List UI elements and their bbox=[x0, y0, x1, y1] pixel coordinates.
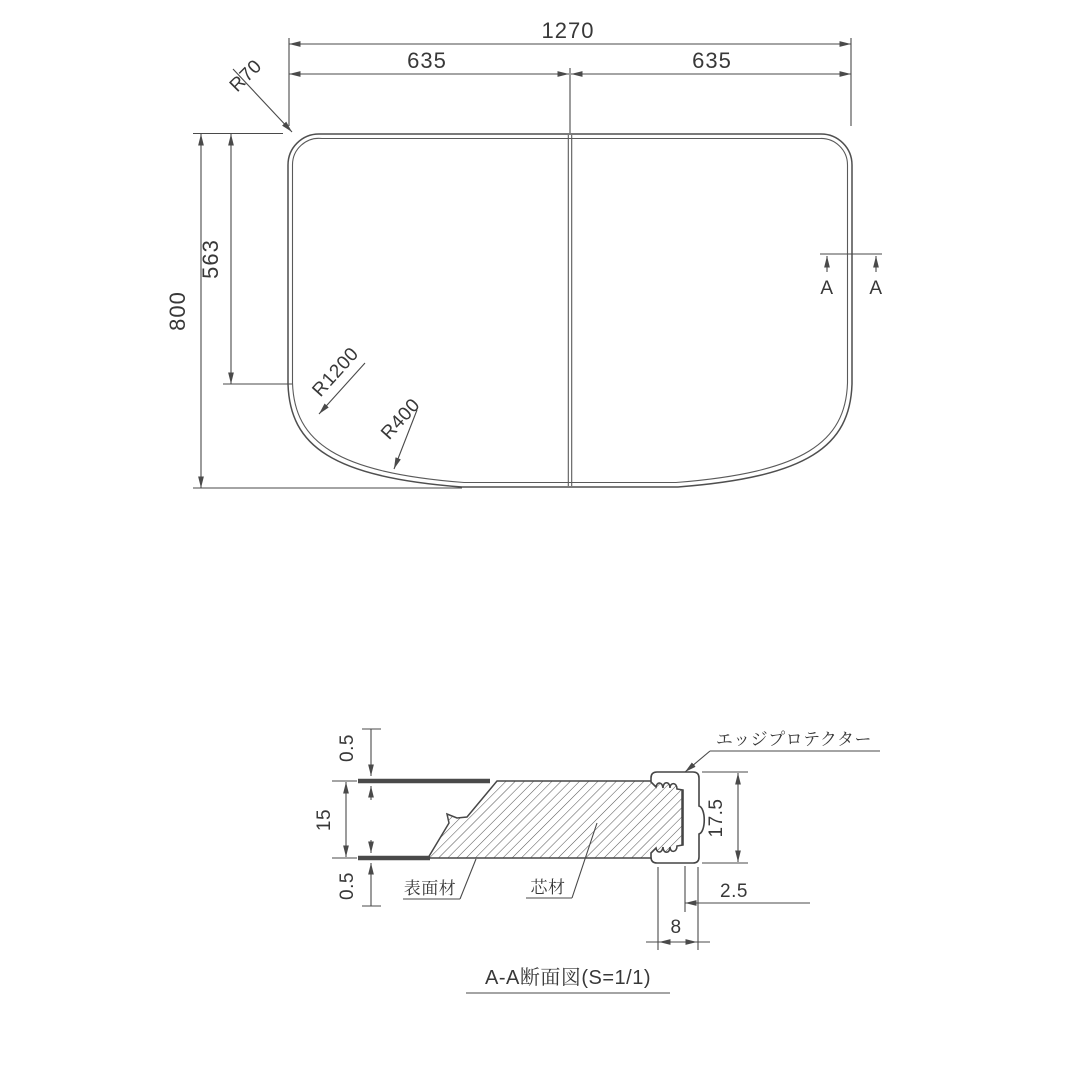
core-section-hatch bbox=[428, 781, 682, 858]
surface-material-label: 表面材 bbox=[403, 879, 457, 898]
lid-inner-contour bbox=[292, 138, 847, 482]
dim-175-label: 17.5 bbox=[706, 798, 727, 838]
r400-label: R400 bbox=[377, 394, 425, 444]
r1200-label: R1200 bbox=[308, 343, 364, 402]
section-a-right-label: A bbox=[869, 278, 883, 299]
dim-05-bottom-label: 0.5 bbox=[337, 872, 358, 900]
dim-overall-height bbox=[165, 134, 462, 489]
dim-protector-width bbox=[646, 867, 710, 950]
edge-protector-callout bbox=[685, 730, 880, 772]
section-title: A-A断面図(S=1/1) bbox=[485, 967, 651, 989]
edge-protector-label: エッジプロテクター bbox=[715, 730, 873, 749]
radius-r70-callout bbox=[226, 56, 292, 132]
surface-material-callout bbox=[403, 859, 476, 899]
dim-bottom-skin bbox=[337, 840, 381, 906]
section-a-left-label: A bbox=[820, 278, 834, 299]
dim-protector-lip bbox=[685, 866, 810, 912]
dim-800-label: 800 bbox=[165, 291, 190, 331]
dim-635-right-label: 635 bbox=[692, 48, 732, 73]
dim-protector-height bbox=[702, 772, 748, 863]
dim-overall-width bbox=[289, 18, 851, 133]
plan-view bbox=[165, 18, 883, 488]
section-view bbox=[314, 729, 880, 993]
dim-1270-label: 1270 bbox=[541, 18, 595, 43]
dim-8-label: 8 bbox=[670, 917, 682, 938]
radius-r400-callout bbox=[377, 395, 424, 469]
dim-05-top-label: 0.5 bbox=[337, 734, 358, 762]
dim-top-skin bbox=[337, 729, 381, 800]
dim-straight-height bbox=[198, 134, 292, 384]
r70-label: R70 bbox=[225, 55, 267, 97]
lid-outline bbox=[288, 134, 852, 487]
core-material-label: 芯材 bbox=[530, 878, 566, 897]
section-title-block bbox=[466, 966, 670, 993]
dim-25-label: 2.5 bbox=[720, 881, 748, 902]
dim-635-left-label: 635 bbox=[407, 48, 447, 73]
dim-563-label: 563 bbox=[198, 239, 223, 279]
lid-outer-contour bbox=[288, 134, 852, 487]
dim-core-thickness bbox=[314, 781, 357, 858]
dim-15-label: 15 bbox=[314, 808, 335, 832]
radius-r1200-callout bbox=[309, 344, 365, 414]
